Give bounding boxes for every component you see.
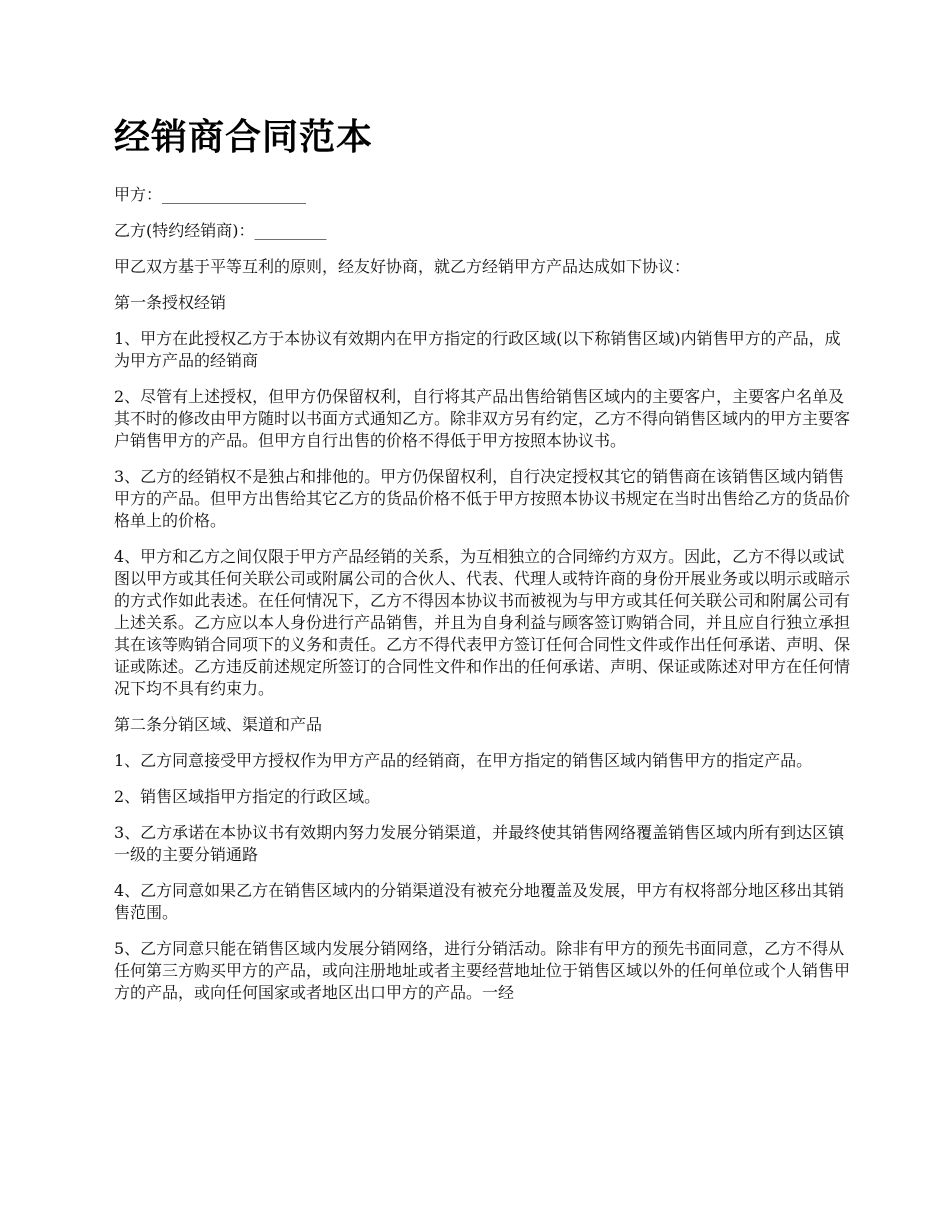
article-1-clause-3: 3、乙方的经销权不是独占和排他的。甲方仍保留权利，自行决定授权其它的销售商在该销售区域内销售甲方的产品。但甲方出售给其它乙方的货品价格不低于甲方按照本协议书规定在当时出售给乙方的货品价格单上的价格。 <box>114 467 851 530</box>
article-2-heading: 第二条分销区域、渠道和产品 <box>114 715 323 734</box>
article-1-clause-2: 2、尽管有上述授权，但甲方仍保留权利，自行将其产品出售给销售区域内的主要客户，主要客户名单及其不时的修改由甲方随时以书面方式通知乙方。除非双方另有约定，乙方不得向销售区域内的甲方主要客户销售甲方的产品。但甲方自行出售的价格不得低于甲方按照本协议书。 <box>114 387 851 450</box>
article-2-clause-3: 3、乙方承诺在本协议书有效期内努力发展分销渠道，并最终使其销售网络覆盖销售区域内所有到达区镇一级的主要分销通路 <box>114 823 845 864</box>
article-2-clause-1: 1、乙方同意接受甲方授权作为甲方产品的经销商，在甲方指定的销售区域内销售甲方的指定产品。 <box>114 751 813 770</box>
party-a-label: 甲方： <box>114 185 163 204</box>
document-title: 经销商合同范本 <box>114 116 374 158</box>
party-b-label: 乙方(特约经销商)： <box>114 221 255 240</box>
article-1-clause-4: 4、甲方和乙方之间仅限于甲方产品经销的关系，为互相独立的合同缔约方双方。因此，乙方不得以或试图以甲方或其任何关联公司或附属公司的合伙人、代表、代理人或特许商的身份开展业务或以明示或暗示的方式作如此表述。在任何情况下，乙方不得因本协议书而被视为与甲方或其任何关联公司和附属公司有上述关系。乙方应以本人身份进行产品销售，并且为自身利益与顾客签订购销合同，并且应自行独立承担其在该等购销合同项下的义务和责任。乙方不得代表甲方签订任何合同性文件或作出任何承诺、声明、保证或陈述。乙方违反前述规定所签订的合同性文件和作出的任何承诺、声明、保证或陈述对甲方在任何情况下均不具有约束力。 <box>114 547 851 698</box>
party-a-line <box>114 184 854 206</box>
party-b-blank: _________ <box>254 221 327 240</box>
contract-page <box>114 110 854 1018</box>
article-2-clause-2: 2、销售区域指甲方指定的行政区域。 <box>114 787 381 806</box>
article-2-clause-4: 4、乙方同意如果乙方在销售区域内的分销渠道没有被充分地覆盖及发展，甲方有权将部分地区移出其销售范围。 <box>114 881 845 922</box>
party-b-line <box>114 220 854 242</box>
intro-paragraph: 甲乙双方基于平等互利的原则，经友好协商，就乙方经销甲方产品达成如下协议： <box>114 257 691 276</box>
article-1-heading: 第一条授权经销 <box>114 293 227 312</box>
party-a-blank: __________________ <box>162 185 307 204</box>
article-1-clause-1: 1、甲方在此授权乙方于本协议有效期内在甲方指定的行政区域(以下称销售区域)内销售甲方的产品，成为甲方产品的经销商 <box>114 329 841 370</box>
article-2-clause-5: 5、乙方同意只能在销售区域内发展分销网络，进行分销活动。除非有甲方的预先书面同意，乙方不得从任何第三方购买甲方的产品，或向注册地址或者主要经营地址位于销售区域以外的任何单位或个人销售甲方的产品，或向任何国家或者地区出口甲方的产品。一经 <box>114 939 851 1002</box>
